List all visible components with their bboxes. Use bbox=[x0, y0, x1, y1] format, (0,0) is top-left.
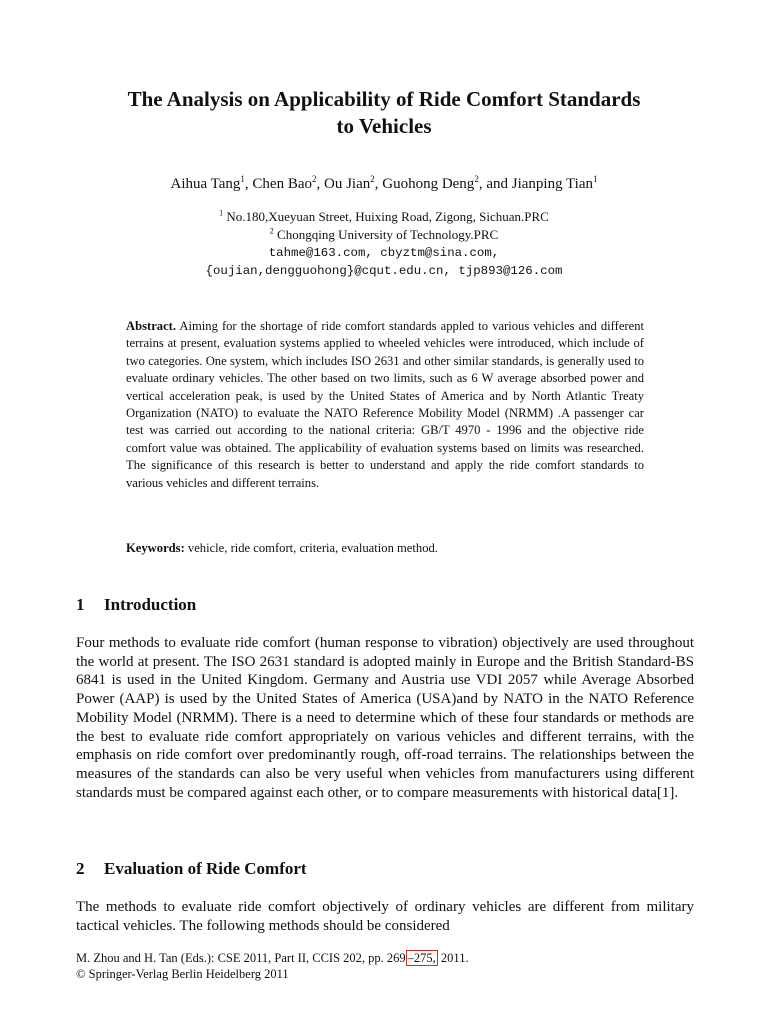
author: Chen Bao$^2$, bbox=[252, 174, 324, 192]
page-range-link[interactable]: –275, bbox=[407, 951, 436, 965]
email-line-2: {oujian,dengguohong}@cqut.edu.cn, tjp893@126.com bbox=[205, 264, 563, 278]
affiliations bbox=[60, 208, 708, 280]
copyright-line: © Springer-Verlag Berlin Heidelberg 2011 bbox=[76, 967, 289, 981]
author: Guohong Deng$^2$, and bbox=[382, 174, 512, 192]
affiliation-1: $^1$ No.180,Xueyuan Street, Huixing Road, Zigong, Sichuan.PRC bbox=[219, 208, 549, 224]
section-number: 1 bbox=[76, 595, 85, 614]
keywords-text: vehicle, ride comfort, criteria, evaluation method. bbox=[184, 541, 438, 555]
email-line-1: tahme@163.com, cbyztm@sina.com, bbox=[268, 246, 500, 260]
evaluation-paragraph: The methods to evaluate ride comfort objectively of ordinary vehicles are different from military tactical vehicles. The following methods should be considered bbox=[76, 899, 694, 934]
title-line-2: to Vehicles bbox=[336, 114, 432, 138]
citation-line: M. Zhou and H. Tan (Eds.): CSE 2011, Part II, CCIS 202, pp. 269 –275, 2011. bbox=[76, 951, 469, 965]
paper-title bbox=[60, 86, 708, 140]
keywords-label: Keywords: bbox=[126, 541, 185, 555]
section-title: Introduction bbox=[104, 595, 197, 614]
abstract-label: Abstract. bbox=[126, 319, 177, 333]
title-line-1: The Analysis on Applicability of Ride Comfort Standards bbox=[127, 87, 641, 111]
citation-footer bbox=[76, 950, 694, 982]
introduction-paragraph: Four methods to evaluate ride comfort (human response to vibration) objectively are used throughout the world at present. The ISO 2631 standard is adopted mainly in Europe and the British Standard-BS 6841 is used in the United Kingdom. Germany and Austria use VDI 2057 while Average Absorbed Power (AAP) is used by the United States of America (USA)and by NATO in the NATO Reference Mobility Model (NRMM). There is a need to determine which of these four standards or methods are the best to evaluate ride comfort appropriately on various vehicles and different terrains, with the emphasis on ride comfort over predominantly rough, off-road terrains. The relationships between the measures of the standards can also be very useful when vehicles from manufacturers using different standards must be compared against each other, or to compare measurements with historical data[1]. bbox=[76, 635, 694, 801]
section-title: Evaluation of Ride Comfort bbox=[104, 859, 307, 878]
section-number: 2 bbox=[76, 859, 85, 878]
affiliation-2: $^2$ Chongqing University of Technology.PRC bbox=[269, 226, 499, 242]
section-heading-introduction bbox=[76, 594, 696, 616]
author: Aihua Tang$^1$, bbox=[170, 174, 253, 192]
author: Jianping Tian$^1$ bbox=[511, 174, 598, 192]
keywords bbox=[126, 540, 644, 557]
abstract-text: Aiming for the shortage of ride comfort standards appled to various vehicles and different terrains at present, evaluation systems applied to wheeled vehicles were introduced, which include of two categories. One system, which includes ISO 2631 and other similar standards, is generally used to evaluate ordinary vehicles. The other based on two limits, such as 6 W average absorbed power and vertical acceleration peak, is used by the United States of America and by North Atlantic Treaty Organization (NATO) to evaluate the NATO Reference Mobility Model (NRMM) .A passenger car test was carried out according to the national criteria: GB/T 4970 - 1996 and the objective ride comfort value was obtained. The applicability of evaluation systems based on limits was researched. The significance of this research is better to understand and apply the ride comfort standards to various vehicles and different terrains. bbox=[126, 319, 644, 490]
section-heading-evaluation bbox=[76, 858, 696, 880]
author: Ou Jian$^2$, bbox=[323, 174, 383, 192]
author-list bbox=[60, 174, 708, 194]
abstract bbox=[126, 318, 644, 492]
